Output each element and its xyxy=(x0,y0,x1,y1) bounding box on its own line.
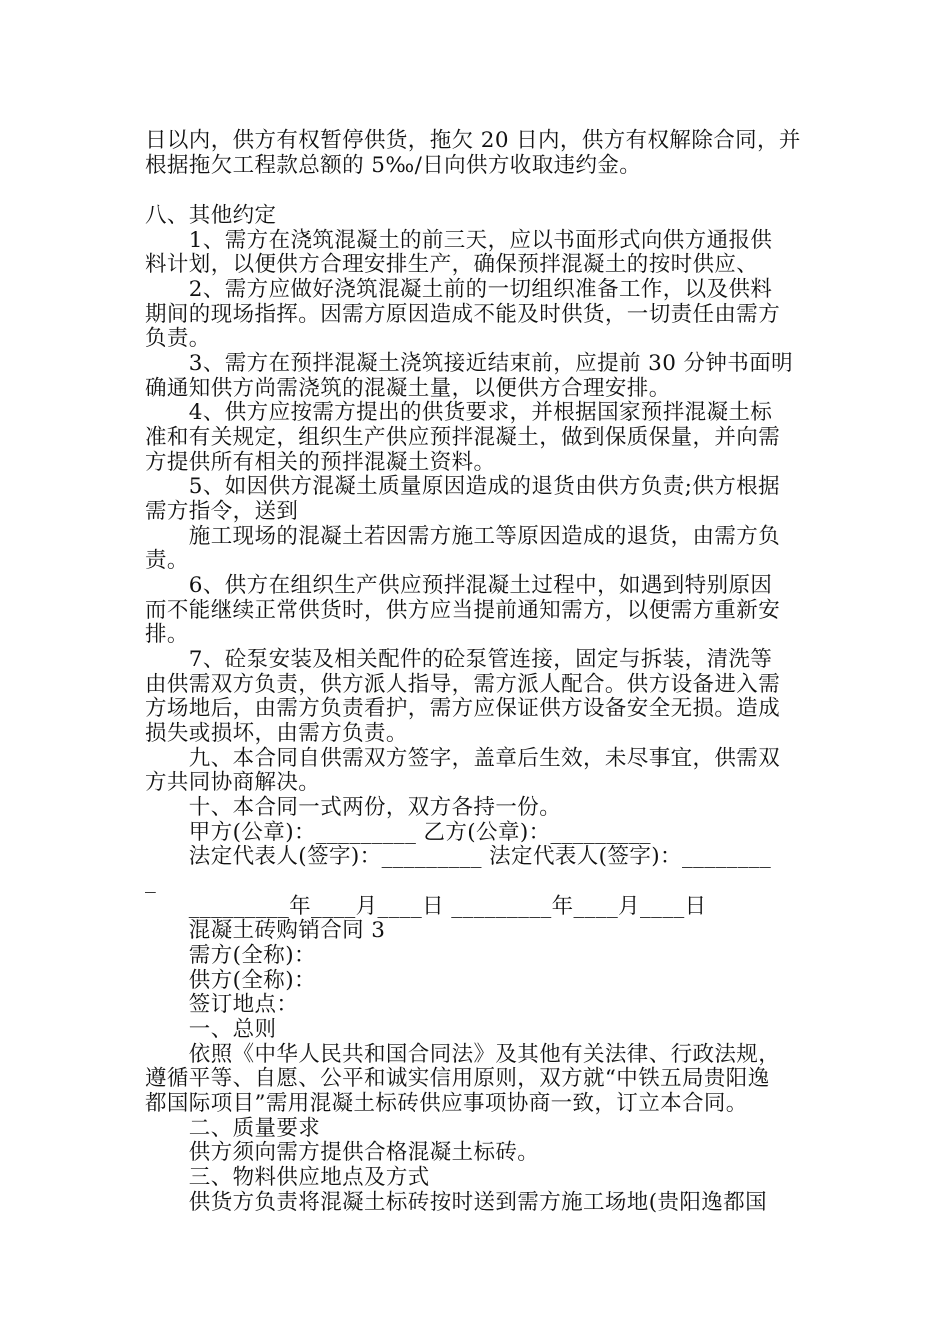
text-line: 日以内，供方有权暂停供货，拖欠 20 日内，供方有权解除合同，并 xyxy=(145,128,801,153)
text-line: 依照《中华人民共和国合同法》及其他有关法律、行政法规， xyxy=(145,1042,781,1067)
signature-line: 甲方(公章)：_________ 乙方(公章)：_________ xyxy=(145,820,651,845)
signature-line: 法定代表人(签字)：_________ 法定代表人(签字)：________ xyxy=(145,844,772,869)
text-line: 需方指令，送到 xyxy=(145,499,299,524)
text-line: 由供需双方负责，供方派人指导，需方派人配合。供方设备进入需 xyxy=(145,672,781,697)
text-line: 4、供方应按需方提出的供货要求，并根据国家预拌混凝土标 xyxy=(145,400,773,425)
text-line: 施工现场的混凝土若因需方施工等原因造成的退货，由需方负 xyxy=(145,524,781,549)
date-line: _________年____月____日 _________年____月____日 xyxy=(145,894,707,919)
text-line: 排。 xyxy=(145,622,189,647)
section-heading: 一、总则 xyxy=(145,1017,277,1042)
text-line: 期间的现场指挥。因需方原因造成不能及时供货，一切责任由需方 xyxy=(145,302,781,327)
text-line: 3、需方在预拌混凝土浇筑接近结束前，应提前 30 分钟书面明 xyxy=(145,351,794,376)
text-line: 十、本合同一式两份，双方各持一份。 xyxy=(145,795,562,820)
text-line: 九、本合同自供需双方签字，盖章后生效，未尽事宜，供需双 xyxy=(145,746,781,771)
section-heading: 八、其他约定 xyxy=(145,203,277,228)
text-line: 而不能继续正常供货时，供方应当提前通知需方，以便需方重新安 xyxy=(145,598,781,623)
text-line: 供方须向需方提供合格混凝土标砖。 xyxy=(145,1140,540,1165)
text-line: 1、需方在浇筑混凝土的前三天，应以书面形式向供方通报供 xyxy=(145,228,773,253)
text-line: 准和有关规定，组织生产供应预拌混凝土，做到保质保量，并向需 xyxy=(145,425,781,450)
text-line: 签订地点： xyxy=(145,992,299,1017)
text-line: 料计划，以便供方合理安排生产，确保预拌混凝土的按时供应、 xyxy=(145,252,759,277)
text-line: 责。 xyxy=(145,548,189,573)
text-line: 方共同协商解决。 xyxy=(145,770,321,795)
text-line: 供货方负责将混凝土标砖按时送到需方施工场地(贵阳逸都国 xyxy=(145,1190,767,1215)
text-line: 需方(全称)： xyxy=(145,943,316,968)
text-line: 2、需方应做好浇筑混凝土前的一切组织准备工作，以及供料 xyxy=(145,277,773,302)
text-line: _ xyxy=(145,869,157,894)
contract-title: 混凝土砖购销合同 3 xyxy=(145,918,386,943)
text-line: 都国际项目”需用混凝土标砖供应事项协商一致，订立本合同。 xyxy=(145,1091,748,1116)
text-line: 确通知供方尚需浇筑的混凝土量，以便供方合理安排。 xyxy=(145,376,671,401)
text-line: 根据拖欠工程款总额的 5‰/日向供方收取违约金。 xyxy=(145,153,642,178)
text-line: 遵循平等、自愿、公平和诚实信用原则，双方就“中铁五局贵阳逸 xyxy=(145,1066,770,1091)
text-line: 供方(全称)： xyxy=(145,968,316,993)
section-heading: 二、质量要求 xyxy=(145,1116,321,1141)
text-line: 5、如因供方混凝土质量原因造成的退货由供方负责;供方根据 xyxy=(145,474,780,499)
section-heading: 三、物料供应地点及方式 xyxy=(145,1165,430,1190)
text-line: 负责。 xyxy=(145,326,211,351)
text-line: 7、砼泵安装及相关配件的砼泵管连接，固定与拆装，清洗等 xyxy=(145,647,773,672)
text-line: 损失或损坏，由需方负责。 xyxy=(145,721,408,746)
text-line: 6、供方在组织生产供应预拌混凝土过程中，如遇到特别原因 xyxy=(145,573,773,598)
text-line: 方提供所有相关的预拌混凝土资料。 xyxy=(145,450,496,475)
text-line: 方场地后，由需方负责看护，需方应保证供方设备安全无损。造成 xyxy=(145,696,781,721)
